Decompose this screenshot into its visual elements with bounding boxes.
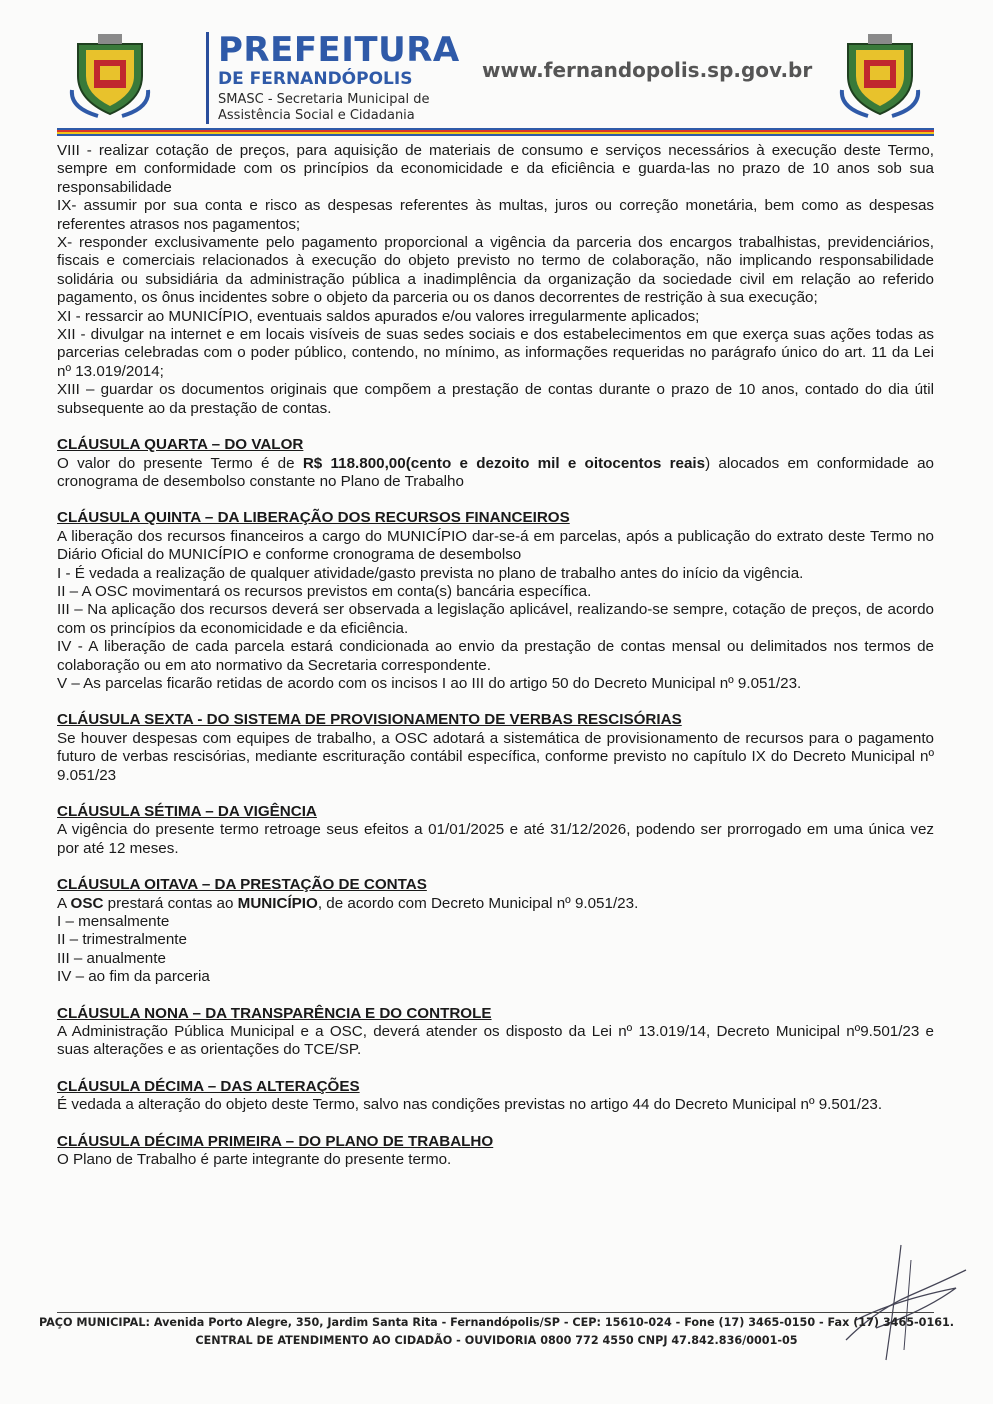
website-url: www.fernandopolis.sp.gov.br	[482, 58, 813, 82]
clause-text-quarta: O valor do presente Termo é de R$ 118.800,00(cento e dezoito mil e oitocentos reais) alocados em conformidade ao cronograma de desembolso constante no Plano de Trabalho	[57, 454, 934, 490]
footer-address: PAÇO MUNICIPAL: Avenida Porto Alegre, 350, Jardim Santa Rita - Fernandópolis/SP - CEP: 15610-024 - Fone (17) 3465-0150 - Fax (17) 3465-0161.	[38, 1316, 955, 1329]
clause-heading-decima: CLÁUSULA DÉCIMA – DAS ALTERAÇÕES	[57, 1077, 360, 1095]
clause-text-sexta: Se houver despesas com equipes de trabalho, a OSC adotará a sistemática de provisionamento de recursos para o pagamento futuro de verbas rescisórias, mediante escrituração contábil específica, conforme previsto no capítulo IX do Decreto Municipal nº 9.051/23	[57, 729, 934, 784]
clause-heading-decima-primeira: CLÁUSULA DÉCIMA PRIMEIRA – DO PLANO DE TRABALHO	[57, 1132, 494, 1150]
brand-divider	[206, 32, 209, 124]
reporting-periods-list	[57, 913, 934, 987]
clause-text-decima-primeira: O Plano de Trabalho é parte integrante do presente termo.	[57, 1151, 452, 1169]
clause-paragraph: III – Na aplicação dos recursos deverá ser observada a legislação aplicável, realizando-se sempre, cotação de preços, de acordo com os princípios da economicidade e da eficiência.	[57, 601, 934, 637]
clause-paragraph: V – As parcelas ficarão retidas de acordo com os incisos I ao III do artigo 50 do Decreto Municipal nº 9.051/23.	[57, 674, 802, 692]
clause-text-oitava: A OSC prestará contas ao MUNICÍPIO, de acordo com Decreto Municipal nº 9.051/23.	[57, 894, 639, 912]
clause-paragraph: IV - A liberação de cada parcela estará condicionada ao envio da prestação de contas mensal ou delimitados nos termos de colaboração ou em ato normativo da Secretaria correspondente.	[57, 638, 934, 674]
list-item: III – anualmente	[57, 949, 166, 967]
clause-heading-quarta: CLÁUSULA QUARTA – DO VALOR	[57, 436, 304, 454]
clause-paragraph: II – A OSC movimentará os recursos previstos em conta(s) bancária específica.	[57, 582, 592, 600]
handwritten-signature	[816, 1240, 976, 1370]
clause-text-quinta	[57, 528, 934, 694]
header-color-stripes	[57, 128, 934, 136]
department-line-1: SMASC - Secretaria Municipal de	[218, 92, 430, 107]
list-item: II – trimestralmente	[57, 931, 187, 949]
obligation-item: XIII – guardar os documentos originais que compõem a prestação de contas durante o prazo de 10 anos, contado do dia útil subsequente ao da prestação de contas.	[57, 381, 934, 417]
clause-text-decima: É vedada a alteração do objeto deste Termo, salvo nas condições previstas no artigo 44 do Decreto Municipal nº 9.501/23.	[57, 1096, 883, 1114]
obligation-item: XI - ressarcir ao MUNICÍPIO, eventuais saldos apurados e/ou valores irregularmente aplicados;	[57, 307, 700, 325]
letterhead	[0, 0, 993, 140]
clause-text-setima: A vigência do presente termo retroage seus efeitos a 01/01/2025 e até 31/12/2026, podendo ser prorrogado em uma única vez por até 12 meses.	[57, 821, 934, 857]
municipal-crest-icon	[68, 30, 152, 118]
prefeitura-title: PREFEITURA	[218, 30, 460, 70]
clause-heading-sexta: CLÁUSULA SEXTA - DO SISTEMA DE PROVISIONAMENTO DE VERBAS RESCISÓRIAS	[57, 711, 682, 729]
obligation-item: XII - divulgar na internet e em locais visíveis de suas sedes sociais e dos estabelecimentos em que exerça suas ações todas as parcerias celebradas com o poder público, contendo, no mínimo, as informações requeridas no parágrafo único do art. 11 da Lei nº 13.019/2014;	[57, 326, 934, 380]
clause-heading-nona: CLÁUSULA NONA – DA TRANSPARÊNCIA E DO CONTROLE	[57, 1004, 492, 1022]
department-line-2: Assistência Social e Cidadania	[218, 108, 415, 123]
list-item: I – mensalmente	[57, 913, 170, 931]
clause-paragraph: A liberação dos recursos financeiros a cargo do MUNICÍPIO dar-se-á em parcelas, após a publicação do extrato deste Termo no Diário Oficial do MUNICÍPIO e conforme cronograma de desembolso	[57, 527, 934, 564]
obligations-list	[57, 142, 934, 418]
obligation-item: VIII - realizar cotação de preços, para aquisição de materiais de consumo e serviços necessários à execução deste Termo, sempre em conformidade com os princípios da economicidade e da eficiência e guarda-las no prazo de 10 anos sob sua responsabilidade	[57, 142, 934, 196]
footer-divider	[57, 1312, 934, 1313]
footer-contact: CENTRAL DE ATENDIMENTO AO CIDADÃO - OUVIDORIA 0800 772 4550 CNPJ 47.842.836/0001-05	[195, 1334, 798, 1347]
obligation-item: IX- assumir por sua conta e risco as despesas referentes às multas, juros ou correção monetária, bem como as despesas referentes atrasos nos pagamentos;	[57, 197, 934, 233]
municipal-crest-icon	[838, 30, 922, 118]
obligation-item: X- responder exclusivamente pelo pagamento proporcional a vigência da parceria dos encargos trabalhistas, previdenciários, fiscais e comerciais relacionados à execução do objeto previsto no termo de colaboração, não implicando responsabilidade solidária ou subsidiária da administração pública a inadimplência da organização da sociedade civil em relação ao referido pagamento, os ônus incidentes sobre o objeto da parceria ou os danos decorrentes de restrição à sua execução;	[57, 234, 934, 307]
clause-heading-oitava: CLÁUSULA OITAVA – DA PRESTAÇÃO DE CONTAS	[57, 876, 427, 894]
list-item: IV – ao fim da parceria	[57, 968, 210, 986]
clause-heading-quinta: CLÁUSULA QUINTA – DA LIBERAÇÃO DOS RECURSOS FINANCEIROS	[57, 509, 570, 527]
municipality-name: DE FERNANDÓPOLIS	[218, 69, 413, 89]
clause-heading-setima: CLÁUSULA SÉTIMA – DA VIGÊNCIA	[57, 803, 317, 820]
document-body	[57, 142, 934, 1170]
clause-paragraph: I - É vedada a realização de qualquer atividade/gasto prevista no plano de trabalho antes do início da vigência.	[57, 564, 804, 582]
clause-text-nona: A Administração Pública Municipal e a OSC, deverá atender os disposto da Lei nº 13.019/14, Decreto Municipal nº9.501/23 e suas alterações e as orientações do TCE/SP.	[57, 1023, 934, 1059]
